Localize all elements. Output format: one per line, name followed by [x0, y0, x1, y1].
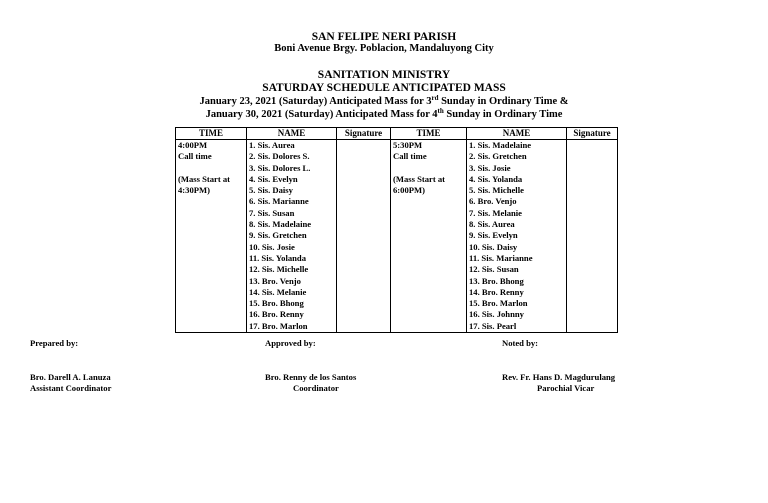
list-item: 2. Sis. Dolores S. [249, 151, 310, 162]
list-item: 2. Sis. Gretchen [469, 151, 527, 162]
noted-by-name: Rev. Fr. Hans D. Magdurulang [502, 372, 616, 382]
schedule-table [175, 127, 618, 333]
prepared-by-name: Bro. Darell A. Lanuza [30, 372, 111, 382]
prepared-by-title: Assistant Coordinator [30, 383, 112, 393]
name-header: NAME [247, 128, 337, 140]
names-cell-left [247, 140, 337, 333]
approved-by-name: Bro. Renny de los Santos [265, 372, 357, 382]
noted-by-title: Parochial Vicar [537, 383, 595, 393]
list-item: 6. Bro. Venjo [469, 196, 517, 207]
approved-by-label: Approved by: [265, 338, 316, 348]
list-item: 12. Sis. Michelle [249, 264, 309, 275]
parish-name: SAN FELIPE NERI PARISH [311, 31, 457, 43]
list-item: 15. Bro. Bhong [249, 298, 304, 309]
list-item: 17. Sis. Pearl [469, 320, 517, 331]
list-item: 3. Sis. Josie [469, 162, 511, 173]
list-item: 16. Bro. Renny [249, 309, 304, 320]
list-item: 3. Sis. Dolores L. [249, 162, 311, 173]
time-cell-left: 4:00PM Call time (Mass Start at 4:30PM) [176, 140, 247, 333]
list-item: 5. Sis. Michelle [469, 185, 524, 196]
list-item: 16. Sis. Johnny [469, 309, 524, 320]
signature-cell-right [567, 140, 618, 333]
signature-header: Signature [567, 128, 618, 140]
list-item: 12. Sis. Susan [469, 264, 519, 275]
name-header: NAME [467, 128, 567, 140]
list-item: 15. Bro. Marlon [469, 298, 528, 309]
list-item: 7. Sis. Susan [249, 207, 295, 218]
table-header-row [176, 128, 618, 140]
date-line-2: January 30, 2021 (Saturday) Anticipated Mass for 4th Sunday in Ordinary Time [205, 107, 563, 120]
ministry-title: SANITATION MINISTRY [317, 69, 451, 81]
list-item: 9. Sis. Evelyn [469, 230, 518, 241]
time-header: TIME [391, 128, 467, 140]
names-cell-right [467, 140, 567, 333]
list-item: 14. Sis. Melanie [249, 286, 307, 297]
list-item: 4. Sis. Evelyn [249, 173, 298, 184]
list-item: 13. Bro. Bhong [469, 275, 524, 286]
list-item: 8. Sis. Aurea [469, 219, 515, 230]
parish-address: Boni Avenue Brgy. Poblacion, Mandaluyong City [274, 43, 494, 54]
list-item: 11. Sis. Yolanda [249, 252, 306, 263]
time-header: TIME [176, 128, 247, 140]
list-item: 4. Sis. Yolanda [469, 173, 523, 184]
noted-by-label: Noted by: [502, 338, 539, 348]
list-item: 14. Bro. Renny [469, 286, 524, 297]
table-row [176, 140, 618, 333]
date-line-1: January 23, 2021 (Saturday) Anticipated Mass for 3rd Sunday in Ordinary Time & [199, 94, 569, 107]
list-item: 1. Sis. Madelaine [469, 140, 532, 150]
signature-header: Signature [337, 128, 391, 140]
list-item: 17. Bro. Marlon [249, 320, 308, 331]
approved-by-title: Coordinator [293, 383, 339, 393]
list-item: 7. Sis. Melanie [469, 207, 522, 218]
time-cell-right: 5:30PM Call time (Mass Start at 6:00PM) [391, 140, 467, 333]
list-item: 11. Sis. Marianne [469, 252, 533, 263]
list-item: 13. Bro. Venjo [249, 275, 301, 286]
signature-cell-left [337, 140, 391, 333]
list-item: 1. Sis. Aurea [249, 140, 295, 150]
schedule-title: SATURDAY SCHEDULE ANTICIPATED MASS [262, 82, 506, 94]
list-item: 10. Sis. Josie [249, 241, 295, 252]
list-item: 10. Sis. Daisy [469, 241, 518, 252]
list-item: 6. Sis. Marianne [249, 196, 309, 207]
list-item: 9. Sis. Gretchen [249, 230, 307, 241]
list-item: 8. Sis. Madelaine [249, 219, 312, 230]
list-item: 5. Sis. Daisy [249, 185, 293, 196]
prepared-by-label: Prepared by: [30, 338, 79, 348]
